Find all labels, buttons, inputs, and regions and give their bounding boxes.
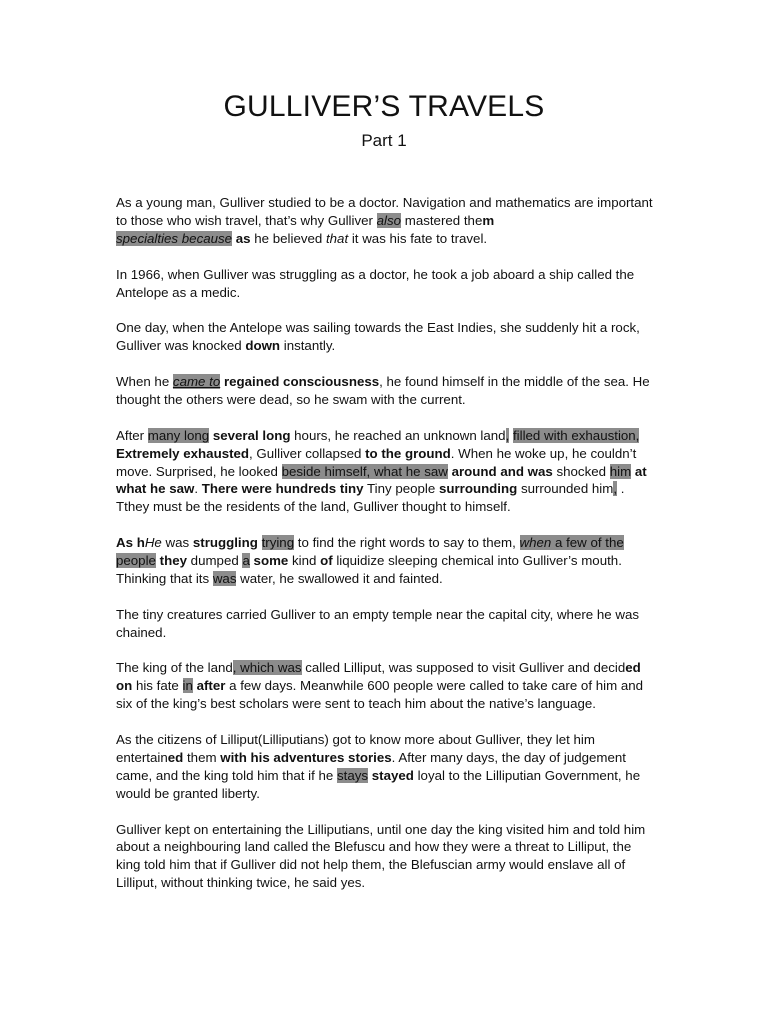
paragraph-8 <box>116 659 656 713</box>
inserted-text: around and was <box>451 463 553 479</box>
text-run: water, he swallowed it and fainted. <box>236 570 443 586</box>
text-run: kind <box>288 553 321 569</box>
inserted-text: they <box>159 553 187 569</box>
text-run: mastered the <box>401 212 483 228</box>
highlighted-text: a few of the people <box>116 535 624 569</box>
text-run: called Lilliput, was supposed to visit Gulliver and decid <box>301 660 626 676</box>
text-run: When he <box>116 374 173 390</box>
text-run: . After many days, the day of judgement came, and the king told him that if he <box>116 749 626 783</box>
highlighted-text: filled with exhaustion, <box>512 427 640 443</box>
text-run: a few days. Meanwhile 600 people were called to take care of him and six of the king’s best scholars were sent to teach him about the native’s language. <box>116 678 644 712</box>
document-title: GULLIVER’S TRAVELS <box>223 90 545 123</box>
paragraph-2 <box>116 266 656 302</box>
inserted-text: down <box>245 338 281 354</box>
text-run: surrounded him <box>517 481 614 497</box>
text-run: One day, when the Antelope was sailing towards the East Indies, she suddenly hit a rock, Gulliver was knocked <box>116 320 640 354</box>
text-run: After <box>116 427 148 443</box>
highlighted-text: specialties because <box>116 230 233 246</box>
text-run: , he found himself in the middle of the sea. He thought the others were dead, so he swam with the current. <box>116 374 650 407</box>
highlighted-text: , which was <box>232 660 302 676</box>
inserted-text: Extremely exhausted <box>116 445 250 461</box>
document-subtitle: Part 1 <box>361 131 407 150</box>
inserted-text: to the ground <box>365 445 451 461</box>
text-run: Tiny people <box>363 481 439 497</box>
paragraph-6 <box>116 534 656 588</box>
inserted-text: regained consciousness <box>223 374 380 390</box>
highlighted-text: in <box>182 678 193 694</box>
highlighted-text: when <box>519 535 552 551</box>
italic-text: He <box>144 535 162 551</box>
inserted-text: There were hundreds tiny <box>201 481 364 497</box>
paragraph-9 <box>116 731 656 803</box>
inserted-text: after <box>196 678 226 694</box>
inserted-text: ed on <box>116 660 641 694</box>
text-run: to find the right words to say to them, <box>294 535 520 551</box>
inserted-text: stayed <box>371 767 414 783</box>
text-run: he believed <box>250 230 326 246</box>
text-run: shocked <box>552 463 610 479</box>
text-run: In 1966, when Gulliver was struggling as a doctor, he took a job aboard a ship called the Antelope as a medic. <box>116 266 635 300</box>
inserted-text: of <box>320 553 333 569</box>
inserted-text: struggling <box>192 535 258 551</box>
highlighted-text: trying <box>261 535 295 551</box>
highlighted-text: beside himself, what he saw <box>281 463 448 479</box>
text-run: . Tthey must be the residents of the land, Gulliver thought to himself. <box>116 481 625 515</box>
inserted-text: m <box>482 212 495 228</box>
inserted-text: several long <box>212 427 291 443</box>
inserted-text: with his adventures stories <box>220 749 392 765</box>
paragraph-5 <box>116 427 656 517</box>
inserted-text: As h <box>116 535 145 551</box>
inserted-text: at what he saw <box>116 463 647 497</box>
highlighted-text: , <box>613 481 618 497</box>
text-run: dumped <box>186 553 243 569</box>
highlighted-text: , <box>505 427 510 443</box>
inserted-text: some <box>253 553 289 569</box>
text-run: . <box>194 481 202 497</box>
highlighted-text: stays <box>337 767 369 783</box>
text-run: loyal to the Lilliputian Government, he would be granted liberty. <box>116 767 641 801</box>
paragraph-10 <box>116 821 656 893</box>
text-run: hours, he reached an unknown land <box>290 427 506 443</box>
paragraph-7 <box>116 606 656 642</box>
text-run: Gulliver kept on entertaining the Lilliputians, until one day the king visited him and told him about a neighbouring land called the Blefuscu and how they were a threat to Lilliput, the king told him that if Gulliver did not help them, the Blefuscian army would enslave all of Lilliput, without thinking twice, he said yes. <box>116 821 646 891</box>
text-run: liquidize sleeping chemical into Gulliver’s mouth. Thinking that its <box>116 553 622 586</box>
text-run: As a young man, Gulliver studied to be a doctor. Navigation and mathematics are important to those who wish travel, that’s why Gulliver <box>116 195 653 228</box>
highlighted-text: many long <box>147 427 210 443</box>
highlighted-text: him <box>609 463 632 479</box>
text-run: The king of the land <box>116 660 233 676</box>
text-run: As the citizens of Lilliput(Lilliputians) got to know more about Gulliver, they let him entertain <box>116 732 595 765</box>
text-run: his fate <box>132 678 183 694</box>
text-run: them <box>183 749 221 765</box>
highlighted-text: a <box>242 553 250 569</box>
text-run: instantly. <box>280 338 336 354</box>
paragraph-3 <box>116 319 656 355</box>
highlighted-text: also <box>376 212 402 228</box>
text-run: The tiny creatures carried Gulliver to an empty temple near the capital city, where he was chained. <box>116 606 639 640</box>
paragraph-4 <box>116 373 656 409</box>
text-run: . When he woke up, he couldn’t move. Surprised, he looked <box>116 445 637 479</box>
inserted-text: surrounding <box>438 481 518 497</box>
text-run: was <box>161 535 193 551</box>
inserted-text: as <box>235 230 251 246</box>
document-body <box>116 194 656 910</box>
italic-text: that <box>325 230 349 246</box>
highlighted-text: came to <box>172 374 221 390</box>
text-run: , Gulliver collapsed <box>249 445 366 461</box>
inserted-text: ed <box>167 749 184 765</box>
highlighted-text: was <box>212 570 237 586</box>
paragraph-1 <box>116 194 656 248</box>
text-run: it was his fate to travel. <box>348 230 488 246</box>
